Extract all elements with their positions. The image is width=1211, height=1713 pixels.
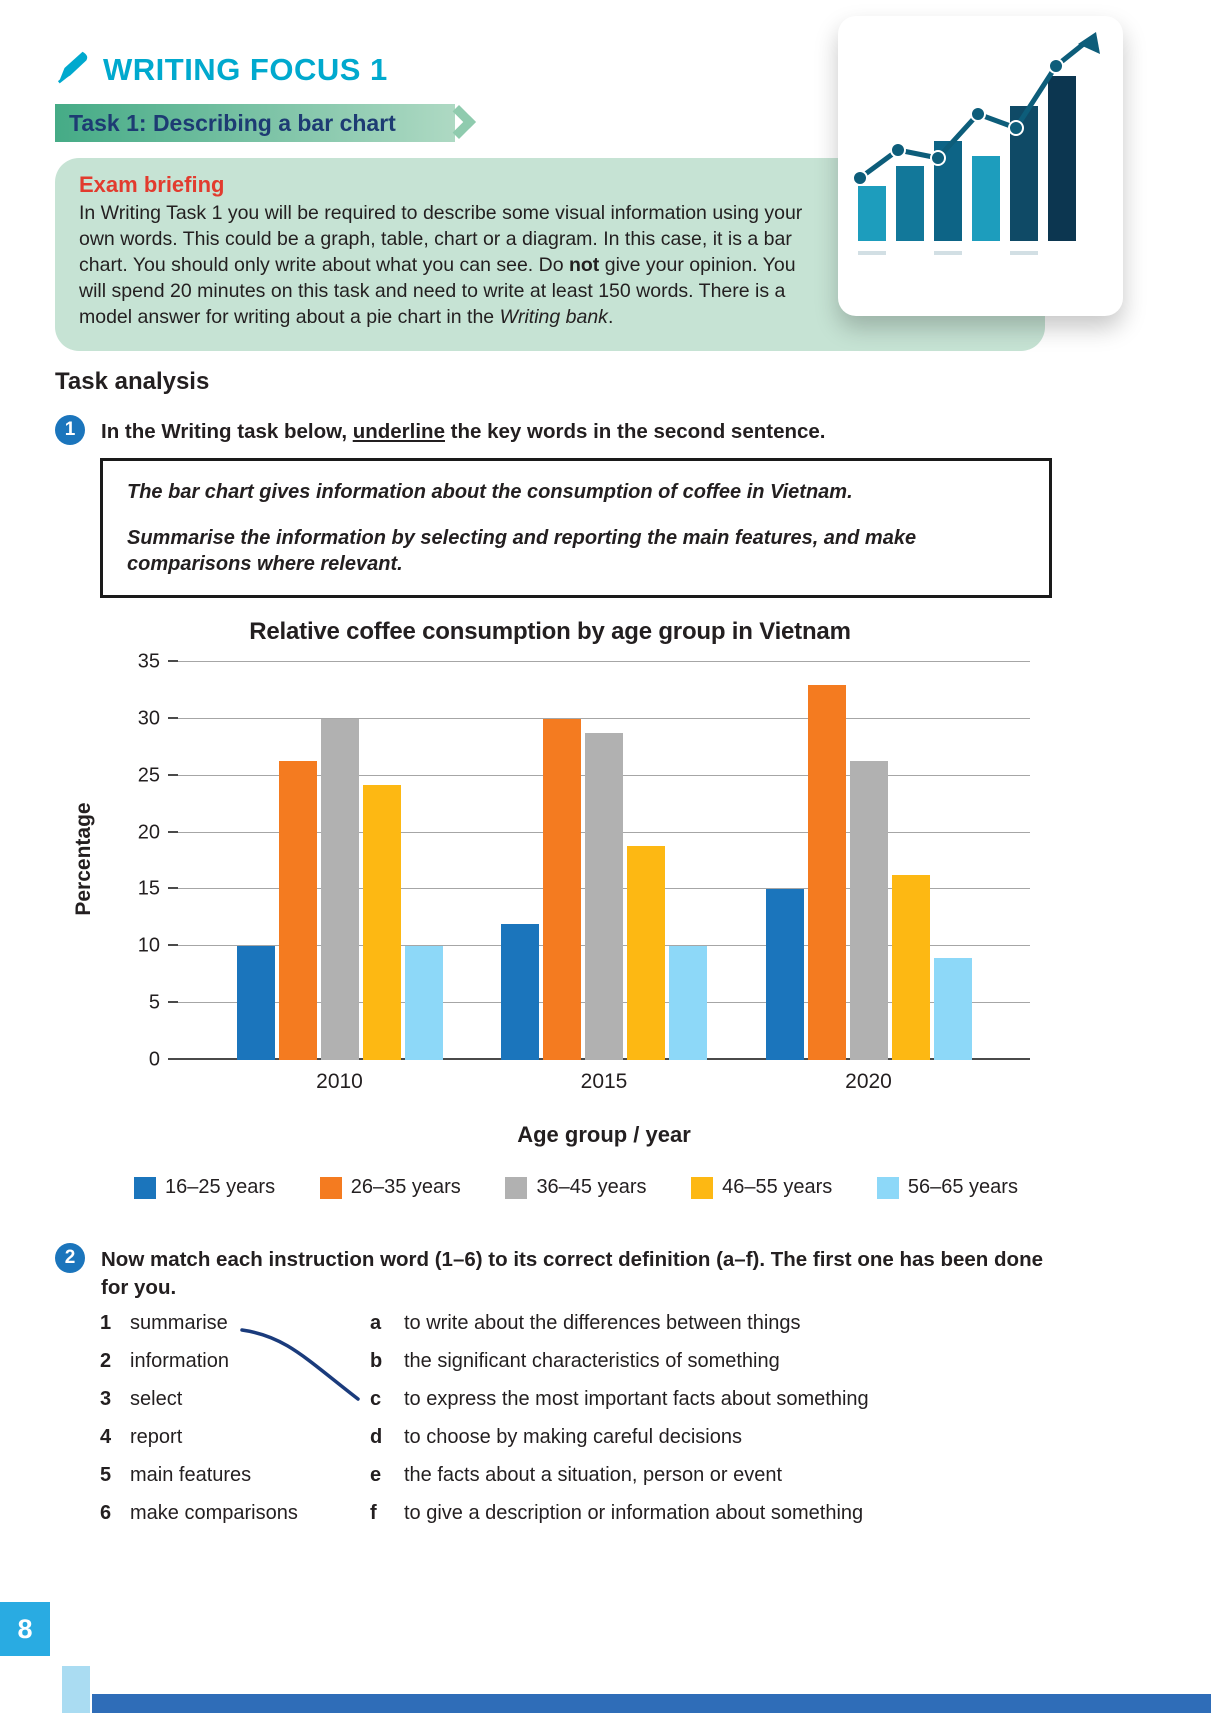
definition-letter: c xyxy=(370,1388,382,1410)
instruction-word[interactable]: make comparisons xyxy=(130,1502,298,1524)
pen-icon xyxy=(55,48,93,91)
bar-2020-16–25 years xyxy=(766,889,804,1060)
exam-briefing-text xyxy=(79,201,827,331)
footer-bar xyxy=(92,1694,1211,1713)
writing-task-line-2: Summarise the information by selecting and reporting the main features, and make comparisons where relevant. xyxy=(127,527,917,575)
y-axis-tick xyxy=(168,887,178,889)
exercise-2-number-badge: 2 xyxy=(55,1243,85,1273)
briefing-text-bold: not xyxy=(568,253,600,276)
definition-text[interactable]: to express the most important facts about something xyxy=(404,1388,869,1410)
definition-text[interactable]: to write about the differences between things xyxy=(404,1312,801,1334)
y-tick-label: 35 xyxy=(137,650,160,673)
page-number-badge: 8 xyxy=(0,1602,50,1656)
definition-text[interactable]: to give a description or information about something xyxy=(404,1502,864,1524)
word-number: 5 xyxy=(100,1464,112,1486)
instruction-word[interactable]: summarise xyxy=(130,1312,228,1334)
bar-2020-46–55 years xyxy=(892,875,930,1060)
legend-label: 16–25 years xyxy=(165,1176,276,1198)
briefing-text-part: give your opinion. You will spend 20 minutes on this task and need to write at least 150 words. There is a model answer for writing about a pie chart in the xyxy=(79,253,796,328)
y-tick-label: 30 xyxy=(137,707,160,730)
x-axis-tick-labels xyxy=(178,1070,1030,1094)
y-tick-label: 0 xyxy=(148,1048,160,1071)
exam-briefing-heading: Exam briefing xyxy=(79,172,225,197)
chart-title: Relative coffee consumption by age group in Vietnam xyxy=(249,618,851,645)
x-tick-label: 2015 xyxy=(580,1070,628,1093)
exercise-2 xyxy=(55,1242,1065,1301)
page-header xyxy=(55,48,388,91)
bar-2010-46–55 years xyxy=(363,785,401,1060)
y-axis-tick xyxy=(168,774,178,776)
legend-item xyxy=(320,1176,461,1199)
y-axis-tick xyxy=(168,1058,178,1060)
exercise-1 xyxy=(55,414,1065,446)
definition-text[interactable]: the facts about a situation, person or event xyxy=(404,1464,783,1486)
y-axis-tick xyxy=(168,831,178,833)
task-banner-label: Task 1: Describing a bar chart xyxy=(69,109,396,136)
y-tick-label: 20 xyxy=(137,821,160,844)
briefing-text-italic: Writing bank xyxy=(499,305,608,328)
instruction-underlined-word: underline xyxy=(352,420,445,443)
word-number: 3 xyxy=(100,1388,112,1410)
y-tick-label: 15 xyxy=(137,877,160,900)
legend-label: 36–45 years xyxy=(536,1176,647,1198)
page-title: WRITING FOCUS 1 xyxy=(103,51,388,87)
chart-legend xyxy=(134,1176,1018,1199)
decorative-growth-chart xyxy=(838,16,1123,316)
definition-letter: f xyxy=(370,1502,377,1524)
bar-2015-16–25 years xyxy=(501,924,539,1060)
y-axis-label: Percentage xyxy=(72,802,95,916)
legend-swatch-icon xyxy=(320,1177,342,1199)
definition-letter: b xyxy=(370,1350,383,1372)
exercise-2-instruction: Now match each instruction word (1–6) to its correct definition (a–f). The first one has been done for you. xyxy=(101,1248,1043,1299)
x-tick-label: 2010 xyxy=(316,1070,363,1093)
writing-task-box xyxy=(100,458,1052,598)
bar-2010-56–65 years xyxy=(405,946,443,1060)
definition-letter: a xyxy=(370,1312,382,1334)
bar-2015-36–45 years xyxy=(585,733,623,1060)
instruction-word[interactable]: select xyxy=(130,1388,183,1410)
instruction-word[interactable]: main features xyxy=(130,1464,252,1486)
legend-label: 56–65 years xyxy=(907,1176,1018,1198)
bar-2010-26–35 years xyxy=(279,761,317,1060)
exercise-1-number-badge: 1 xyxy=(55,415,85,445)
chevron-right-icon xyxy=(442,105,476,139)
definition-letter: e xyxy=(370,1464,382,1486)
bar-2020-56–65 years xyxy=(934,958,972,1060)
exercise-1-instruction xyxy=(101,414,826,446)
bar-group-2015 xyxy=(501,662,707,1060)
matching-exercise xyxy=(100,1312,1060,1525)
legend-swatch-icon xyxy=(877,1177,899,1199)
legend-swatch-icon xyxy=(134,1177,156,1199)
legend-label: 46–55 years xyxy=(722,1176,833,1198)
word-number: 2 xyxy=(100,1350,112,1372)
bar-2020-36–45 years xyxy=(850,761,888,1060)
word-number: 4 xyxy=(100,1426,112,1448)
word-number: 1 xyxy=(100,1312,112,1334)
instruction-word[interactable]: information xyxy=(130,1350,229,1372)
y-axis-tick xyxy=(168,660,178,662)
task-banner xyxy=(55,104,455,142)
task-analysis-heading: Task analysis xyxy=(55,368,210,395)
chart-plot-area xyxy=(72,650,1030,1071)
bar-2010-36–45 years xyxy=(321,719,359,1060)
briefing-text-part: In Writing Task 1 you will be required to describe some visual information using your own words. This could be a graph, table, chart or a diagram. In this case, it is a bar chart. You should only write about what you can see. Do xyxy=(79,202,803,276)
legend-item xyxy=(691,1176,832,1199)
y-axis-tick xyxy=(168,944,178,946)
legend-item xyxy=(877,1176,1018,1199)
x-tick-label: 2020 xyxy=(845,1070,892,1093)
x-axis-label: Age group / year xyxy=(517,1122,691,1147)
instruction-part: the key words in the second sentence. xyxy=(444,420,826,443)
definition-letter: d xyxy=(370,1426,383,1448)
footer-accent-tab xyxy=(62,1666,90,1713)
growth-bars-icon xyxy=(838,16,1123,316)
instruction-part: In the Writing task below, xyxy=(101,420,353,443)
bar-2010-16–25 years xyxy=(237,946,275,1060)
y-tick-label: 10 xyxy=(137,934,160,957)
matching-grid xyxy=(100,1312,1060,1525)
bar-2015-46–55 years xyxy=(627,846,665,1060)
bar-group-2010 xyxy=(237,662,443,1060)
bar-2015-56–65 years xyxy=(669,946,707,1060)
writing-task-line-1: The bar chart gives information about the consumption of coffee in Vietnam. xyxy=(127,481,853,503)
legend-label: 26–35 years xyxy=(350,1176,461,1198)
word-number: 6 xyxy=(100,1502,112,1524)
bar-group-2020 xyxy=(766,662,972,1060)
definition-text[interactable]: to choose by making careful decisions xyxy=(404,1426,742,1448)
legend-item xyxy=(134,1176,275,1199)
bar-2020-26–35 years xyxy=(808,685,846,1060)
legend-swatch-icon xyxy=(505,1177,527,1199)
briefing-text-part: . xyxy=(607,305,614,328)
bar-chart xyxy=(70,618,1030,1199)
definition-text[interactable]: the significant characteristics of something xyxy=(404,1350,780,1372)
y-axis-tick xyxy=(168,1001,178,1003)
y-tick-label: 25 xyxy=(137,764,160,787)
legend-item xyxy=(505,1176,646,1199)
legend-swatch-icon xyxy=(691,1177,713,1199)
instruction-word[interactable]: report xyxy=(130,1426,183,1448)
y-axis-tick xyxy=(168,717,178,719)
bar-groups xyxy=(178,662,1030,1060)
bar-2015-26–35 years xyxy=(543,719,581,1060)
y-tick-label: 5 xyxy=(148,991,160,1014)
